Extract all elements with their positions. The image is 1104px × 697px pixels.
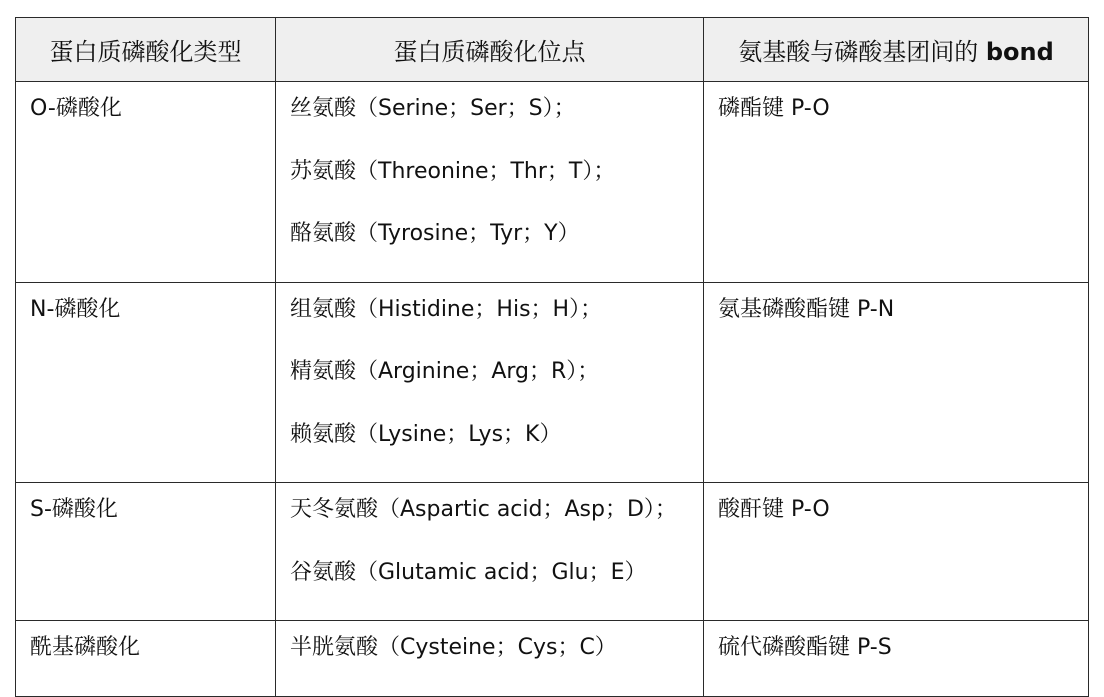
site-line: 赖氨酸（Lysine；Lys；K） [290, 421, 562, 447]
cell-type [16, 621, 276, 697]
header-type: 蛋白质磷酸化类型 [16, 18, 276, 82]
site-line: 半胱氨酸（Cysteine；Cys；C） [290, 635, 617, 660]
cell-bond [704, 282, 1089, 483]
site-line: 苏氨酸（Threonine；Thr；T）； [290, 158, 616, 184]
phosphorylation-table [15, 17, 1089, 697]
table-row [16, 282, 1089, 483]
header-bond-suffix: bond [985, 38, 1054, 66]
header-row [16, 18, 1089, 82]
cell-bond [704, 82, 1089, 283]
site-line: 天冬氨酸（Aspartic acid；Asp；D）； [290, 497, 677, 522]
type-text: O-磷酸化 [30, 96, 122, 121]
header-bond [704, 18, 1089, 82]
table-row [16, 483, 1089, 621]
table-row [16, 82, 1089, 283]
bond-text: 硫代磷酸酯键 P-S [718, 635, 892, 660]
site-line: 组氨酸（Histidine；His；H）； [290, 296, 603, 322]
site-line: 丝氨酸（Serine；Ser；S）； [290, 96, 576, 121]
type-text: 酰基磷酸化 [30, 635, 141, 660]
site-line: 谷氨酸（Glutamic acid；Glu；E） [290, 559, 647, 585]
cell-type [16, 483, 276, 621]
cell-sites [276, 483, 704, 621]
cell-sites [276, 621, 704, 697]
bond-text: 酸酐键 P-O [718, 497, 830, 522]
cell-bond [704, 483, 1089, 621]
cell-sites [276, 82, 704, 283]
cell-sites [276, 282, 704, 483]
table-row [16, 621, 1089, 697]
bond-text: 磷酯键 P-O [718, 96, 830, 121]
site-line: 精氨酸（Arginine；Arg；R）； [290, 359, 600, 384]
header-bond-text: 氨基酸与磷酸基团间的 [738, 38, 979, 66]
cell-type [16, 82, 276, 283]
type-text: N-磷酸化 [30, 296, 121, 322]
bond-text: 氨基磷酸酯键 P-N [718, 296, 895, 322]
cell-type [16, 282, 276, 483]
site-line: 酪氨酸（Tyrosine；Tyr；Y） [290, 221, 580, 246]
type-text: S-磷酸化 [30, 497, 118, 522]
header-sites: 蛋白质磷酸化位点 [276, 18, 704, 82]
cell-bond [704, 621, 1089, 697]
